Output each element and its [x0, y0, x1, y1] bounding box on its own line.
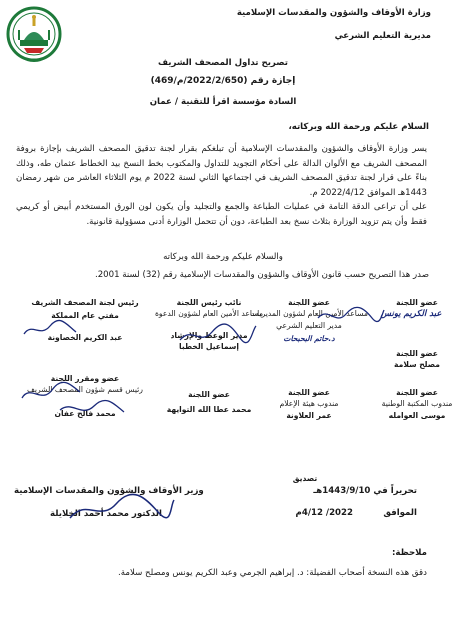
- member-subtitle: مدير التعليم الشرعي: [276, 321, 342, 330]
- minister-title: وزير الأوقاف والشؤون والمقدسات الإسلامية: [14, 486, 204, 496]
- note-label: ملاحظة:: [391, 548, 427, 558]
- member-name: عبد الكريم الخصاونة: [47, 333, 123, 342]
- issued-greg-date: 2022/ 4/12م: [295, 508, 353, 518]
- directorate-name: مديرية التعليم الشرعي: [334, 31, 431, 41]
- member-role: عضو اللجنة: [396, 298, 438, 307]
- paragraph-approval: يسر وزارة الأوقاف والشؤون والمقدسات الإسلامية أن تبلغكم بقرار لجنة تدقيق المصحف الشريف بإجازة بروفة المصحف الشريف مع الألوان الدالة على أحكام التجويد للتداول والمكتوب بخط النسخ بيد الخطاط عثمان طه، وذلك بناءً على قرار لجنة تدقيق المصحف الشريف في اجتماعها الثاني لسنة 2022 م يوم الثلاثاء العاشر من شهر رمضان 1443هـ الموافق 2022/4/12 م.: [16, 144, 427, 198]
- member-name: عبد الكريم يونس: [380, 309, 442, 319]
- member-role: نائب رئيس اللجنة: [176, 298, 242, 307]
- member-role: عضو اللجنة: [396, 388, 438, 397]
- minister-name: الدكتور محمد أحمد الخلايلة: [50, 509, 162, 519]
- member-name: موسى العوامله: [388, 411, 446, 420]
- signature-scribble: [316, 304, 386, 326]
- member-role: عضو اللجنة: [188, 390, 230, 399]
- minister-signature-scribble: [66, 492, 176, 526]
- member-title: رئيس قسم شؤون المصحف الشريف: [27, 385, 143, 394]
- member-title: مندوب هيئة الإعلام: [279, 399, 339, 408]
- permit-title: تصريح تداول المصحف الشريف: [158, 58, 288, 68]
- member-name: د.حاتم البحبحات: [283, 334, 335, 343]
- member-title: مندوب المكتبة الوطنية: [381, 399, 452, 408]
- member-subtitle: مدير الوعظ والإرشاد: [170, 331, 248, 340]
- signature-scribble: [20, 380, 84, 406]
- member-name: محمد فالح عفان: [54, 409, 116, 418]
- note-text: دقق هذه النسخة أصحاب الفضيلة: د. إبراهيم الجرمي وعبد الكريم يونس ومصلح سلامة.: [118, 568, 427, 578]
- signature-scribble: [178, 322, 258, 348]
- member-title: مفتي عام المملكة: [51, 311, 119, 320]
- member-name: محمد عطا الله التوايهة: [166, 405, 252, 414]
- closing-salutation: والسلام عليكم ورحمة الله وبركاته: [163, 252, 283, 262]
- greeting: السلام عليكم ورحمة الله وبركاته،: [288, 122, 429, 132]
- member-role: رئيس لجنة المصحف الشريف: [31, 298, 139, 307]
- member-name: إسماعيل الخطبا: [179, 342, 239, 351]
- member-name: عمر العلاونة: [286, 411, 332, 420]
- member-name: مصلح سلامة: [394, 360, 440, 369]
- signature-scribble: [20, 318, 80, 342]
- ministry-logo-icon: [6, 4, 62, 68]
- issued-greg-label: الموافق: [383, 508, 417, 518]
- issued-hijri: تحريراً في 1443/9/10هـ: [313, 486, 417, 496]
- member-role: عضو ومقرر اللجنة: [50, 374, 120, 383]
- ministry-name: وزارة الأوقاف والشؤون والمقدسات الإسلامية: [236, 8, 431, 18]
- member-role: عضو اللجنة: [288, 298, 330, 307]
- member-title: مساعد الأمين العام لشؤون المديريات: [250, 309, 368, 318]
- approval-label: تصديق: [292, 474, 318, 483]
- law-note: صدر هذا التصريح حسب قانون الأوقاف والشؤون والمقدسات الإسلامية رقم (32) لسنة 2001.: [94, 270, 429, 280]
- member-role: عضو اللجنة: [288, 388, 330, 397]
- paragraph-conditions: على أن تراعى الدقة التامة في عمليات الطباعة والجمع والتجليد وأن يكون لون الورق المستخدم أبيض أو كريمي فقط وأن يتم تزويد الوزارة بثلاث نسخ بعد الطباعة، دون أن تتحمل الوزارة أدنى مسؤولية قانونية.: [16, 202, 427, 227]
- addressee: السادة مؤسسة اقرأ للتقنية / عمان: [149, 97, 297, 107]
- permit-number: إجازة رقم (2022/2/650/م/469): [150, 76, 296, 86]
- member-title: مساعد الأمين العام لشؤون الدعوة: [154, 309, 264, 318]
- member-role: عضو اللجنة: [396, 349, 438, 358]
